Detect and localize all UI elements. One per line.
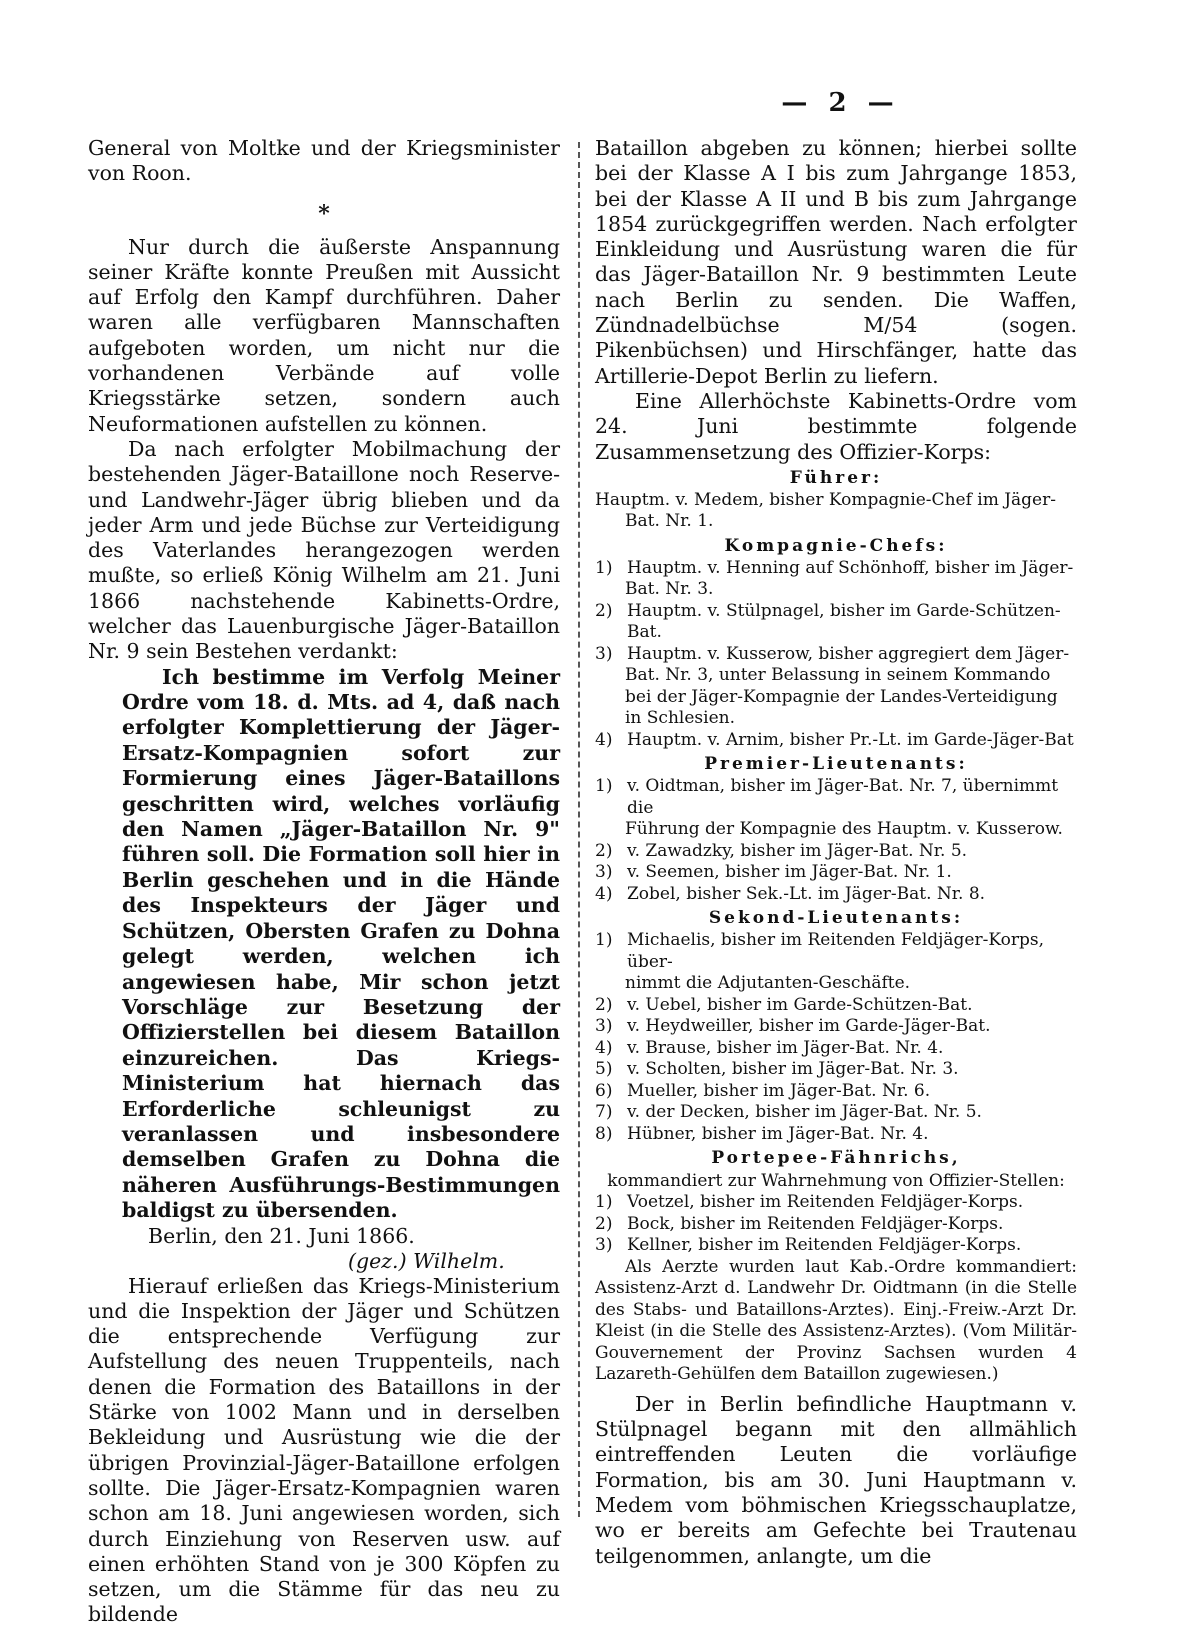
heading-sekond-lieutenants: Sekond-Lieutenants: <box>708 908 964 929</box>
list-item-number: 2) <box>595 1213 613 1234</box>
list-item-text: v. Scholten, bisher im Jäger-Bat. Nr. 3. <box>627 1059 959 1080</box>
list-item: Führung der Kompagnie des Hauptm. v. Kusserow. <box>625 819 1063 840</box>
heading-premier-lieutenants: Premier-Lieutenants: <box>704 754 968 775</box>
paragraph-preussen: Nur durch die äußerste Anspannung seiner Kräfte konnte Preußen mit Aussicht auf Erfolg den Kampf durchführen. Daher waren alle verfügbaren Mannschaften aufgeboten worden, um nicht nur die vorhandenen Verbände auf volle Kriegsstärke setzen, sondern auch Neuformationen aufstellen zu können. <box>88 234 560 436</box>
note-aerzte: Als Aerzte wurden laut Kab.-Ordre kommandiert: Assistenz-Arzt d. Landwehr Dr. Oidtmann (in die Stelle des Stabs- und Bataillons-Arztes). Einj.-Freiw.-Arzt Dr. Kleist (in die Stelle des Assistenz-Arztes). (Vom Militär-Gouvernement der Provinz Sachsen wurden 4 Lazareth-Gehülfen dem Bataillon zugewiesen.) <box>595 1256 1077 1385</box>
list-item-text: v. Brause, bisher im Jäger-Bat. Nr. 4. <box>627 1037 944 1058</box>
list-item-number: 3) <box>595 1235 613 1256</box>
list-item-number: 7) <box>595 1102 613 1123</box>
list-item-text: Voetzel, bisher im Reitenden Feldjäger-Korps. <box>627 1192 1024 1213</box>
list-item-number: 4) <box>595 729 613 750</box>
order-date: Berlin, den 21. Juni 1866. <box>148 1223 415 1248</box>
paragraph-closing-line: General von Moltke und der Kriegsminister von Roon. <box>88 136 560 186</box>
page-number: — 2 — <box>781 88 900 118</box>
list-item <box>595 1102 1077 1124</box>
list-item: in Schlesien. <box>625 708 735 729</box>
list-item <box>595 776 1077 819</box>
list-item-text: Hübner, bisher im Jäger-Bat. Nr. 4. <box>627 1123 929 1144</box>
list-item <box>595 862 1077 884</box>
list-item <box>595 644 1077 666</box>
list-item: Bat. Nr. 3, unter Belassung in seinem Kommando <box>625 665 1051 686</box>
list-item-text: Hauptm. v. Kusserow, bisher aggregiert dem Jäger- <box>627 643 1070 664</box>
list-item-text: Zobel, bisher Sek.-Lt. im Jäger-Bat. Nr. 8. <box>627 883 986 904</box>
list-item-text: v. Uebel, bisher im Garde-Schützen-Bat. <box>627 994 973 1015</box>
list-item-number: 1) <box>595 557 613 578</box>
list-item-number: 5) <box>595 1059 613 1080</box>
list-item <box>595 1192 1077 1214</box>
list-item-text: v. Seemen, bisher im Jäger-Bat. Nr. 1. <box>627 862 952 883</box>
entry-fuehrer: Hauptm. v. Medem, bisher Kompagnie-Chef im Jäger- <box>595 489 1056 510</box>
cabinet-order-text: Ich bestimme im Verfolg Meiner Ordre vom 18. d. Mts. ad 4, daß nach erfolgter Komplettierung der Jäger-Ersatz-Kompagnien sofort zur Formierung eines Jäger-Bataillons geschritten wird, welches vorläufig den Namen „Jäger-Bataillon Nr. 9" führen soll. Die Formation soll hier in Berlin geschehen und in die Hände des Inspekteurs der Jäger und Schützen, Obersten Grafen zu Dohna gelegt werden, welchen ich angewiesen habe, Mir schon jetzt Vorschläge zur Besetzung der Offizierstellen bei diesem Bataillon einzureichen. Das Kriegs-Ministerium hat hiernach das Erforderliche schleunigst zu veranlassen und insbesondere demselben Grafen zu Dohna die näheren Ausführungs-Bestimmungen baldigst zu übersenden. <box>122 664 560 1223</box>
list-item-text: Hauptm. v. Stülpnagel, bisher im Garde-Schützen-Bat. <box>627 600 1061 643</box>
list-item-text: Hauptm. v. Henning auf Schönhoff, bisher im Jäger- <box>627 557 1074 578</box>
paragraph-stuelpnagel: Der in Berlin befindliche Hauptmann v. Stülpnagel begann mit den allmählich eintreffenden Leuten die vorläufige Formation, bis am 30. Juni Hauptmann v. Medem vom böhmischen Kriegsschauplatze, wo er bereits am Gefechte bei Trautenau teilgenommen, anlangte, um die <box>595 1391 1077 1568</box>
list-sekond-lieutenants <box>595 930 1077 1145</box>
list-item-number: 8) <box>595 1123 613 1144</box>
list-item: bei der Jäger-Kompagnie der Landes-Verteidigung <box>625 686 1058 707</box>
column-divider <box>578 142 580 1517</box>
list-item-number: 2) <box>595 840 613 861</box>
order-signature: (gez.) Wilhelm. <box>348 1248 505 1273</box>
list-item-text: Michaelis, bisher im Reitenden Feldjäger-Korps, über- <box>627 930 1044 972</box>
right-column <box>595 136 1077 1569</box>
paragraph-bataillon: Bataillon abgeben zu können; hierbei sollte bei der Klasse A I bis zum Jahrgange 1853, bei der Klasse A II und B bis zum Jahrgange 1854 zurückgegriffen werden. Nach erfolgter Einkleidung und Ausrüstung waren die für das Jäger-Bataillon Nr. 9 bestimmten Leute nach Berlin zu senden. Die Waffen, Zündnadelbüchse M/54 (sogen. Pikenbüchsen) und Hirschfänger, hatte das Artillerie-Depot Berlin zu liefern. <box>595 136 1077 388</box>
entry-fuehrer-cont: Bat. Nr. 1. <box>625 511 714 532</box>
list-item-number: 6) <box>595 1080 613 1101</box>
cabinet-order-quote <box>88 665 560 1224</box>
list-item-number: 1) <box>595 776 613 797</box>
list-item-text: v. Zawadzky, bisher im Jäger-Bat. Nr. 5. <box>627 840 968 861</box>
list-item-text: Mueller, bisher im Jäger-Bat. Nr. 6. <box>627 1080 931 1101</box>
left-column <box>88 136 560 1628</box>
list-item: Bat. Nr. 3. <box>625 579 714 600</box>
list-item <box>595 995 1077 1017</box>
list-item <box>595 1235 1077 1257</box>
list-portepee-faehnrichs <box>595 1192 1077 1257</box>
list-item-number: 2) <box>595 600 613 621</box>
list-item <box>595 1016 1077 1038</box>
list-item-text: Hauptm. v. Arnim, bisher Pr.-Lt. im Garde-Jäger-Bat <box>627 729 1074 750</box>
list-item <box>595 1124 1077 1146</box>
list-item-number: 3) <box>595 1016 613 1037</box>
list-item-number: 1) <box>595 930 613 951</box>
list-item-text: v. Heydweiller, bisher im Garde-Jäger-Bat. <box>627 1016 991 1037</box>
list-item <box>595 884 1077 906</box>
list-item-number: 3) <box>595 862 613 883</box>
list-premier-lieutenants <box>595 776 1077 905</box>
list-item <box>595 1081 1077 1103</box>
list-item-text: Kellner, bisher im Reitenden Feldjäger-Korps. <box>627 1235 1022 1256</box>
list-item <box>595 930 1077 973</box>
list-item-number: 4) <box>595 883 613 904</box>
subheading-portepee: kommandiert zur Wahrnehmung von Offizier-Stellen: <box>607 1171 1065 1192</box>
list-item-text: v. der Decken, bisher im Jäger-Bat. Nr. 5. <box>627 1102 982 1123</box>
heading-portepee-faehnrichs: Portepee-Fähnrichs, <box>711 1148 961 1169</box>
heading-kompagnie-chefs: Kompagnie-Chefs: <box>724 535 948 556</box>
list-item <box>595 841 1077 863</box>
section-separator-star: * <box>318 200 330 227</box>
list-item-number: 1) <box>595 1192 613 1213</box>
list-item <box>595 730 1077 752</box>
list-item-number: 3) <box>595 643 613 664</box>
list-item-number: 4) <box>595 1037 613 1058</box>
list-item <box>595 601 1077 644</box>
heading-fuehrer: Führer: <box>789 467 883 488</box>
list-item <box>595 1038 1077 1060</box>
paragraph-verfuegung: Hierauf erließen das Kriegs-Ministerium und die Inspektion der Jäger und Schützen die entsprechende Verfügung zur Aufstellung des neuen Truppenteils, nach denen die Formation des Bataillons in der Stärke von 1002 Mann und in derselben Bekleidung und Ausrüstung wie die der übrigen Provinzial-Jäger-Bataillone erfolgen sollte. Die Jäger-Ersatz-Kompagnien waren schon am 18. Juni angewiesen worden, sich durch Einziehung von Reserven usw. auf einen erhöhten Stand von je 300 Köpfen zu setzen, um die Stämme für das neu zu bildende <box>88 1273 560 1627</box>
paragraph-mobilmachung: Da nach erfolgter Mobilmachung der bestehenden Jäger-Bataillone noch Reserve- und Landwehr-Jäger übrig blieben und da jeder Arm und jede Büchse zur Verteidigung des Vaterlandes herangezogen werden mußte, so erließ König Wilhelm am 21. Juni 1866 nachstehende Kabinetts-Ordre, welcher das Lauenburgische Jäger-Bataillon Nr. 9 sein Bestehen verdankt: <box>88 436 560 664</box>
list-item-text: Bock, bisher im Reitenden Feldjäger-Korps. <box>627 1213 1004 1234</box>
list-item-text: v. Oidtman, bisher im Jäger-Bat. Nr. 7, übernimmt die <box>627 776 1059 818</box>
list-kompagnie-chefs <box>595 558 1077 752</box>
list-item <box>595 558 1077 580</box>
list-item-number: 2) <box>595 994 613 1015</box>
list-item: nimmt die Adjutanten-Geschäfte. <box>625 973 911 994</box>
list-item <box>595 1214 1077 1236</box>
list-item <box>595 1059 1077 1081</box>
paragraph-kabinetts-ordre: Eine Allerhöchste Kabinetts-Ordre vom 24. Juni bestimmte folgende Zusammensetzung des Offizier-Korps: <box>595 388 1077 464</box>
